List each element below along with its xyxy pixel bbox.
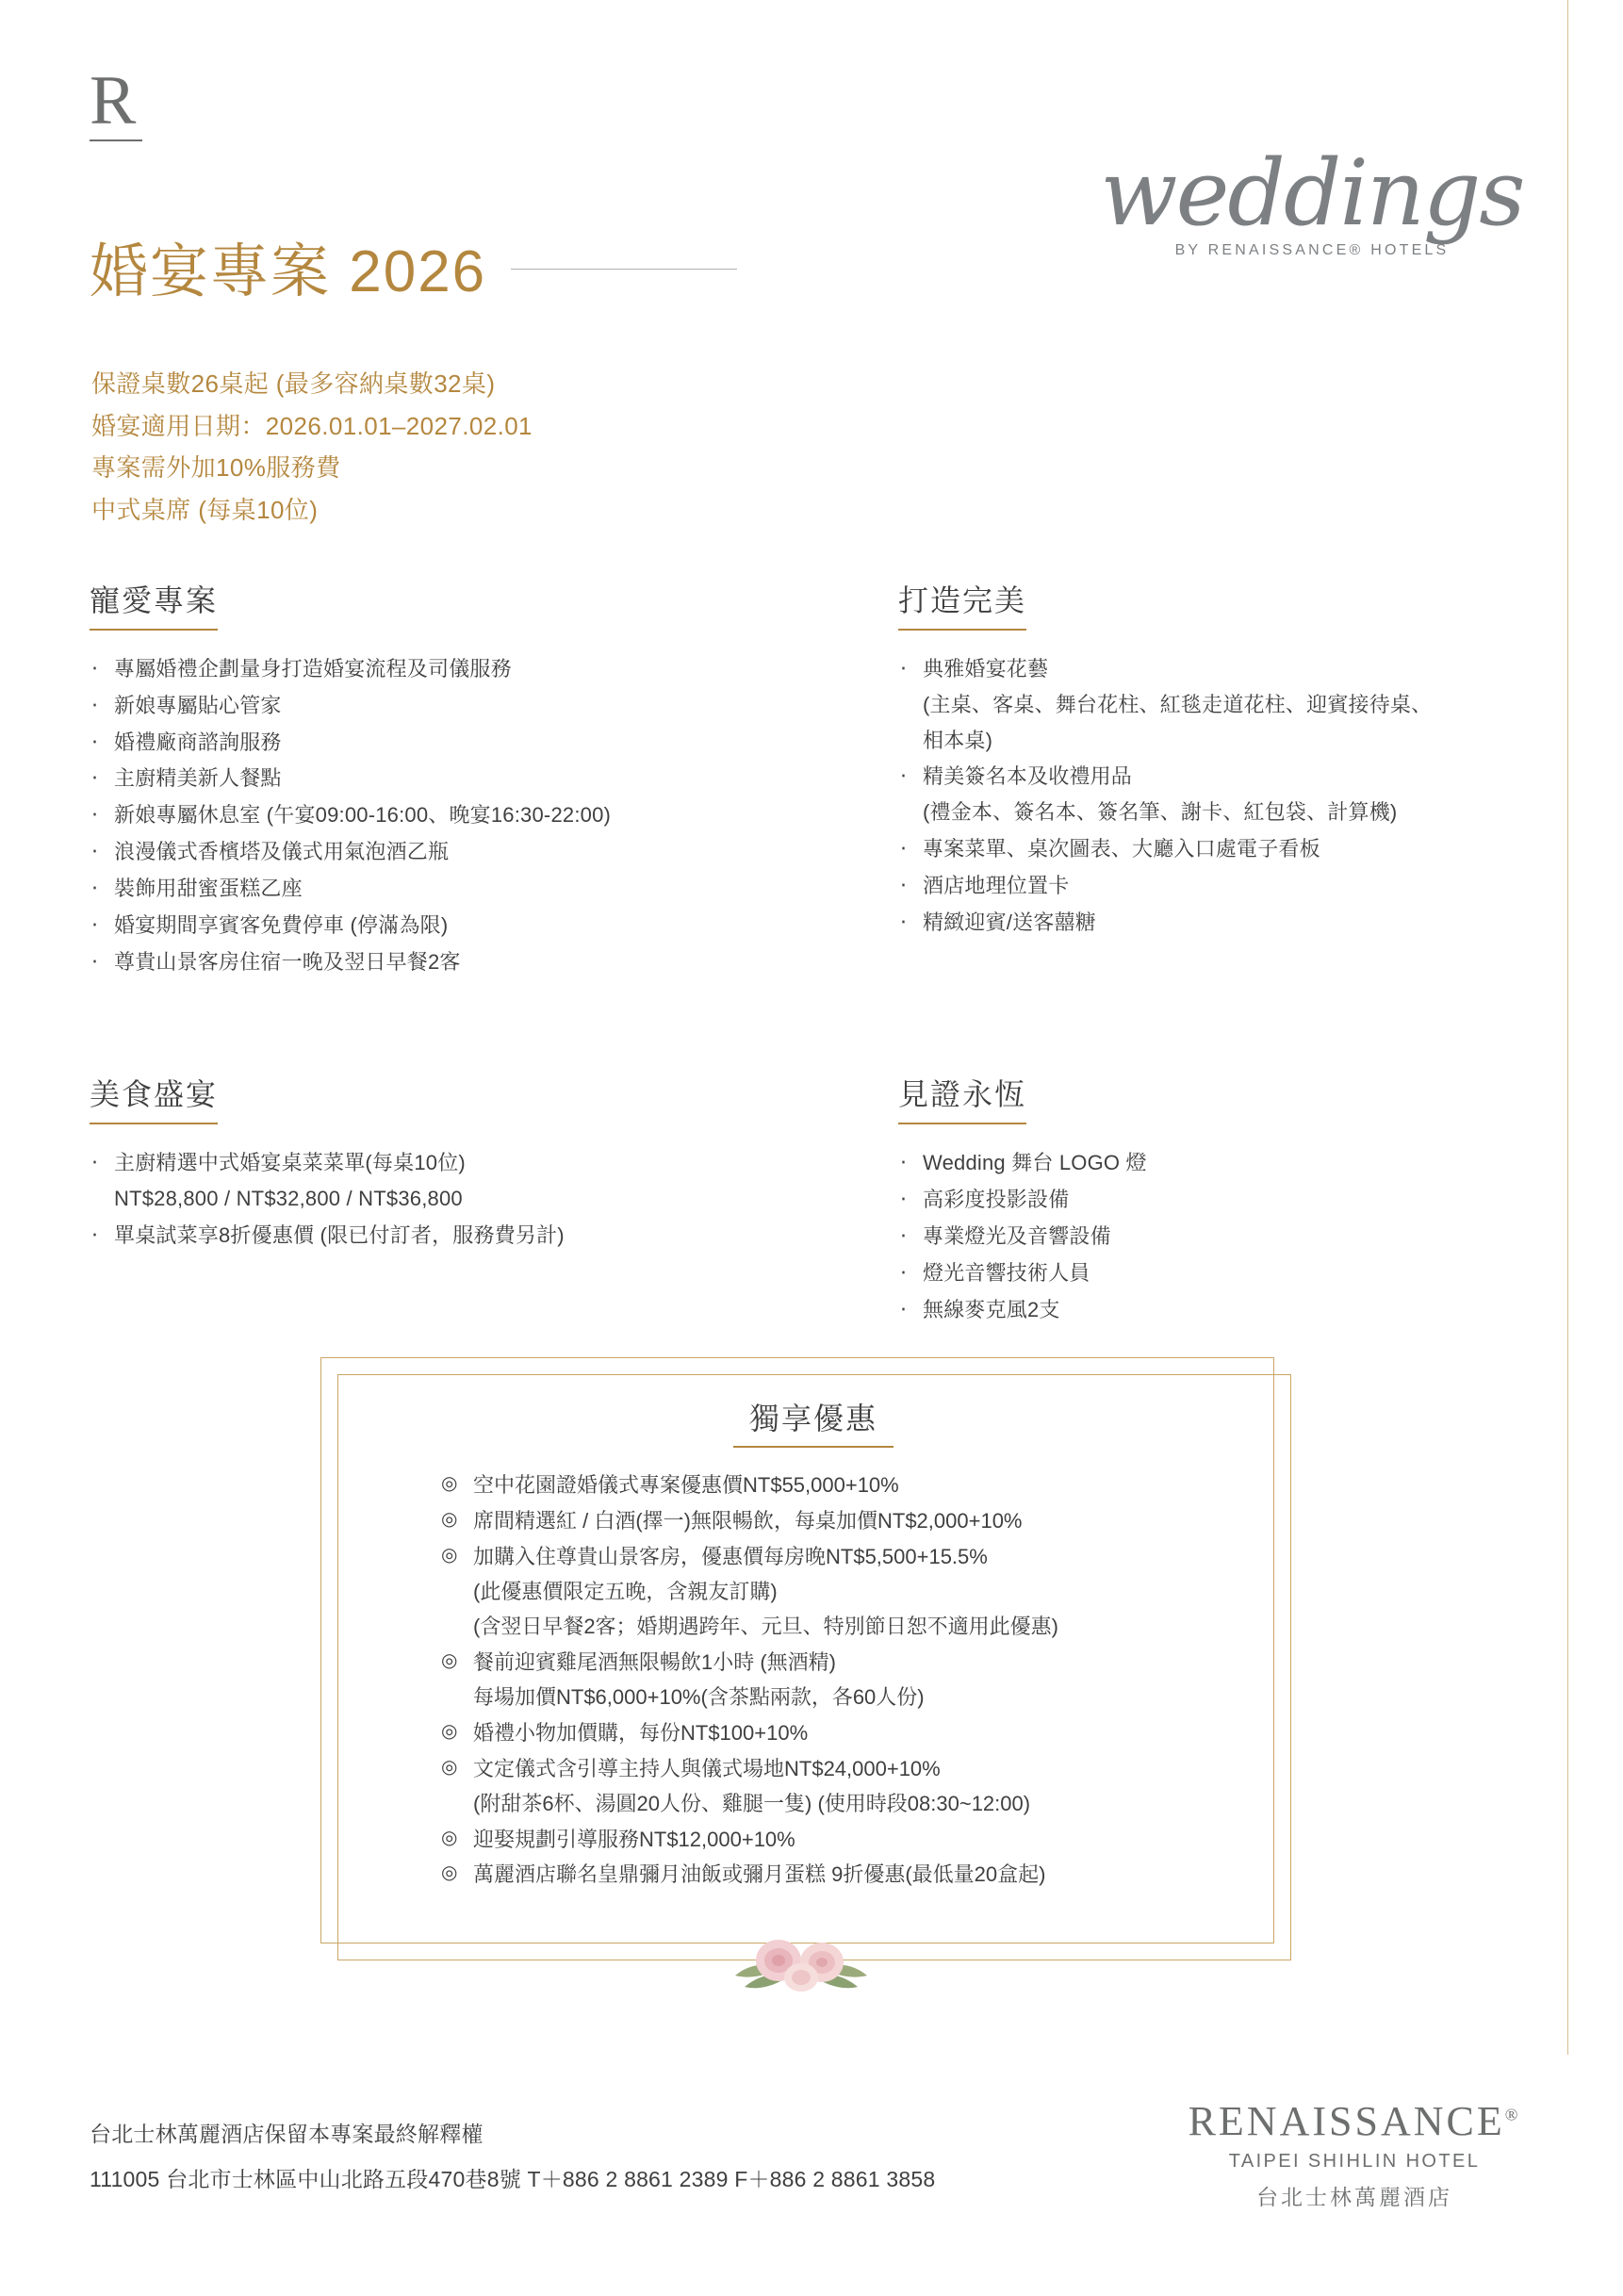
bullet-icon: ‧ <box>900 873 908 897</box>
circle-marker-icon: ◎ <box>441 1827 458 1848</box>
list-item <box>90 908 815 943</box>
bullet-icon: ‧ <box>91 949 99 974</box>
list-item <box>90 1145 815 1217</box>
list-item-text: 裝飾用甜蜜蛋糕乙座 <box>114 876 303 900</box>
list-item-text: 典雅婚宴花藝 <box>923 657 1049 681</box>
section-heading: 美食盛宴 <box>90 1071 218 1124</box>
weddings-subtitle: BY RENAISSANCE® HOTELS <box>1174 242 1450 259</box>
intro-line: 婚宴適用日期：2026.01.01–2027.02.01 <box>91 411 533 440</box>
bullet-icon: ‧ <box>900 1224 908 1249</box>
section-list <box>90 1145 815 1253</box>
list-item-text: 空中花園證婚儀式專案優惠價NT$55,000+10% <box>473 1473 899 1497</box>
list-item-text: 主廚精美新人餐點 <box>114 766 282 791</box>
list-item <box>898 759 1541 830</box>
bullet-icon: ‧ <box>91 730 99 754</box>
bullet-icon: ‧ <box>91 657 99 681</box>
weddings-logo <box>1090 140 1533 259</box>
list-item <box>441 1540 1289 1645</box>
list-item <box>90 725 815 761</box>
list-item-text: 婚禮廠商諮詢服務 <box>114 730 282 754</box>
list-item <box>898 1145 1541 1181</box>
list-item-subtext: (附甜茶6杯、湯圓20人份、雞腿一隻) (使用時段08:30~12:00) <box>473 1791 1031 1815</box>
footer-left <box>90 2111 935 2203</box>
list-item <box>898 1255 1541 1291</box>
section-heading: 寵愛專案 <box>90 577 218 631</box>
list-item-text: 餐前迎賓雞尾酒無限暢飲1小時 (無酒精) <box>473 1649 837 1674</box>
section-perfection <box>815 577 1541 980</box>
rose-decoration-icon <box>716 1913 886 1998</box>
footer-hotel-en: TAIPEI SHIHLIN HOTEL <box>1228 2151 1481 2172</box>
list-item-subtext: (主桌、客桌、舞台花柱、紅毯走道花柱、迎賓接待桌、 <box>923 692 1433 716</box>
list-item-text: 婚宴期間享賓客免費停車 (停滿為限) <box>114 912 449 937</box>
page-title-row <box>90 224 737 308</box>
list-item-text: 加購入住尊貴山景客房，優惠價每房晚NT$5,500+15.5% <box>473 1544 988 1568</box>
list-item-text: 迎娶規劃引導服務NT$12,000+10% <box>473 1827 795 1851</box>
intro-line: 專案需外加10%服務費 <box>91 453 341 483</box>
list-item-text: 婚禮小物加價購，每份NT$100+10% <box>473 1720 809 1745</box>
list-item-text: 專案菜單、桌次圖表、大廳入口處電子看板 <box>923 837 1320 861</box>
footer-brand <box>1175 2097 1533 2211</box>
bullet-icon: ‧ <box>900 910 908 934</box>
list-item <box>441 1858 1289 1893</box>
circle-marker-icon: ◎ <box>441 1473 458 1494</box>
list-item-text: 專屬婚禮企劃量身打造婚宴流程及司儀服務 <box>114 657 512 681</box>
list-item <box>898 1182 1541 1218</box>
intro-line: 中式桌席 (每桌10位) <box>91 496 319 525</box>
list-item <box>441 1716 1289 1751</box>
bullet-icon: ‧ <box>91 912 99 937</box>
list-item-text: 新娘專屬貼心管家 <box>114 693 282 717</box>
bullet-icon: ‧ <box>91 1223 99 1248</box>
section-heading: 見證永恆 <box>898 1071 1026 1124</box>
circle-marker-icon: ◎ <box>441 1862 458 1884</box>
page-title: 婚宴專案 2026 <box>90 239 487 304</box>
footer-brand-text: RENAISSANCE <box>1188 2098 1505 2144</box>
exclusive-offers-box <box>320 1357 1291 1960</box>
renaissance-r-logo: R <box>90 66 142 141</box>
list-item-text: 精美簽名本及收禮用品 <box>923 764 1133 789</box>
list-item-subtext: 相本桌) <box>923 728 993 752</box>
title-divider <box>511 269 737 270</box>
sections-row-2 <box>90 1071 1541 1328</box>
intro-line: 保證桌數26桌起 (最多容納桌數32桌) <box>91 369 496 398</box>
bullet-icon: ‧ <box>900 764 908 789</box>
circle-marker-icon: ◎ <box>441 1720 458 1742</box>
list-item-subtext: (此優惠價限定五晚，含親友訂購) <box>473 1579 778 1603</box>
section-cuisine <box>90 1071 815 1328</box>
weddings-script-text: weddings <box>1100 140 1524 246</box>
list-item <box>90 834 815 870</box>
footer-brand-name <box>1189 2097 1521 2145</box>
list-item <box>898 651 1541 758</box>
list-item-text: 無線麥克風2支 <box>923 1297 1060 1321</box>
list-item <box>90 688 815 724</box>
list-item-subtext: NT$28,800 / NT$32,800 / NT$36,800 <box>114 1187 463 1211</box>
offers-content <box>337 1395 1289 1894</box>
list-item <box>898 1219 1541 1255</box>
sections-grid <box>90 577 1541 1329</box>
list-item-text: Wedding 舞台 LOGO 燈 <box>923 1151 1147 1175</box>
intro-block <box>91 363 533 532</box>
bullet-icon: ‧ <box>900 1260 908 1285</box>
section-list <box>898 651 1541 941</box>
list-item <box>898 905 1541 941</box>
bullet-icon: ‧ <box>900 1297 908 1321</box>
bullet-icon: ‧ <box>91 840 99 864</box>
sections-gap <box>90 980 1541 1071</box>
bullet-icon: ‧ <box>900 1151 908 1175</box>
circle-marker-icon: ◎ <box>441 1508 458 1530</box>
list-item-subtext: 每場加價NT$6,000+10%(含茶點兩款，各60人份) <box>473 1684 925 1709</box>
offers-heading: 獨享優惠 <box>733 1395 893 1448</box>
list-item-text: 新娘專屬休息室 (午宴09:00-16:00、晚宴16:30-22:00) <box>114 803 612 828</box>
footer-hotel-cn: 台北士林萬麗酒店 <box>1256 2185 1452 2209</box>
list-item-text: 燈光音響技術人員 <box>923 1260 1090 1285</box>
offers-list <box>337 1468 1289 1893</box>
list-item <box>441 1504 1289 1539</box>
bullet-icon: ‧ <box>900 837 908 861</box>
footer-address: 111005 台北市士林區中山北路五段470巷8號 T＋886 2 8861 2389 F＋886 2 8861 3858 <box>90 2167 936 2192</box>
list-item-text: 酒店地理位置卡 <box>923 873 1070 897</box>
list-item <box>90 871 815 907</box>
right-edge-rule <box>1567 0 1568 2055</box>
bullet-icon: ‧ <box>91 766 99 791</box>
list-item <box>441 1752 1289 1822</box>
list-item-text: 尊貴山景客房住宿一晚及翌日早餐2客 <box>114 949 461 974</box>
footer-disclaimer: 台北士林萬麗酒店保留本專案最終解釋權 <box>90 2122 484 2146</box>
circle-marker-icon: ◎ <box>441 1544 458 1566</box>
list-item-text: 高彩度投影設備 <box>923 1188 1070 1212</box>
bullet-icon: ‧ <box>91 1151 99 1175</box>
bullet-icon: ‧ <box>91 803 99 828</box>
circle-marker-icon: ◎ <box>441 1649 458 1671</box>
section-eternity <box>815 1071 1541 1328</box>
bullet-icon: ‧ <box>900 657 908 681</box>
list-item <box>441 1468 1289 1503</box>
list-item-text: 精緻迎賓/送客囍糖 <box>923 910 1096 934</box>
list-item <box>898 868 1541 904</box>
list-item-text: 專業燈光及音響設備 <box>923 1224 1111 1249</box>
list-item-text: 單桌試菜享8折優惠價 (限已付訂者，服務費另計) <box>114 1223 565 1248</box>
registered-mark-icon: ® <box>1504 2105 1521 2124</box>
section-heading: 打造完美 <box>898 577 1026 631</box>
list-item <box>90 761 815 796</box>
list-item-subtext: (含翌日早餐2客；婚期遇跨年、元旦、特別節日恕不適用此優惠) <box>473 1614 1058 1638</box>
bullet-icon: ‧ <box>900 1188 908 1212</box>
sections-row-1 <box>90 577 1541 980</box>
list-item <box>898 1292 1541 1328</box>
section-pampering <box>90 577 815 980</box>
list-item-text: 浪漫儀式香檳塔及儀式用氣泡酒乙瓶 <box>114 840 450 864</box>
list-item <box>441 1646 1289 1715</box>
list-item-text: 萬麗酒店聯名皇鼎彌月油飯或彌月蛋糕 9折優惠(最低量20盒起) <box>473 1862 1046 1887</box>
bullet-icon: ‧ <box>91 693 99 717</box>
list-item-text: 文定儀式含引導主持人與儀式場地NT$24,000+10% <box>473 1756 941 1780</box>
bullet-icon: ‧ <box>91 876 99 900</box>
list-item <box>90 1218 815 1254</box>
list-item <box>90 797 815 833</box>
list-item <box>898 831 1541 867</box>
list-item-subtext: (禮金本、簽名本、簽名筆、謝卡、紅包袋、計算機) <box>923 800 1398 825</box>
section-list <box>898 1145 1541 1327</box>
list-item-text: 席間精選紅 / 白酒(擇一)無限暢飲，每桌加價NT$2,000+10% <box>473 1508 1023 1533</box>
list-item <box>441 1823 1289 1858</box>
list-item <box>90 651 815 687</box>
circle-marker-icon: ◎ <box>441 1756 458 1778</box>
list-item-text: 主廚精選中式婚宴桌菜菜單(每桌10位) <box>114 1151 466 1175</box>
section-list <box>90 651 815 979</box>
list-item <box>90 944 815 980</box>
